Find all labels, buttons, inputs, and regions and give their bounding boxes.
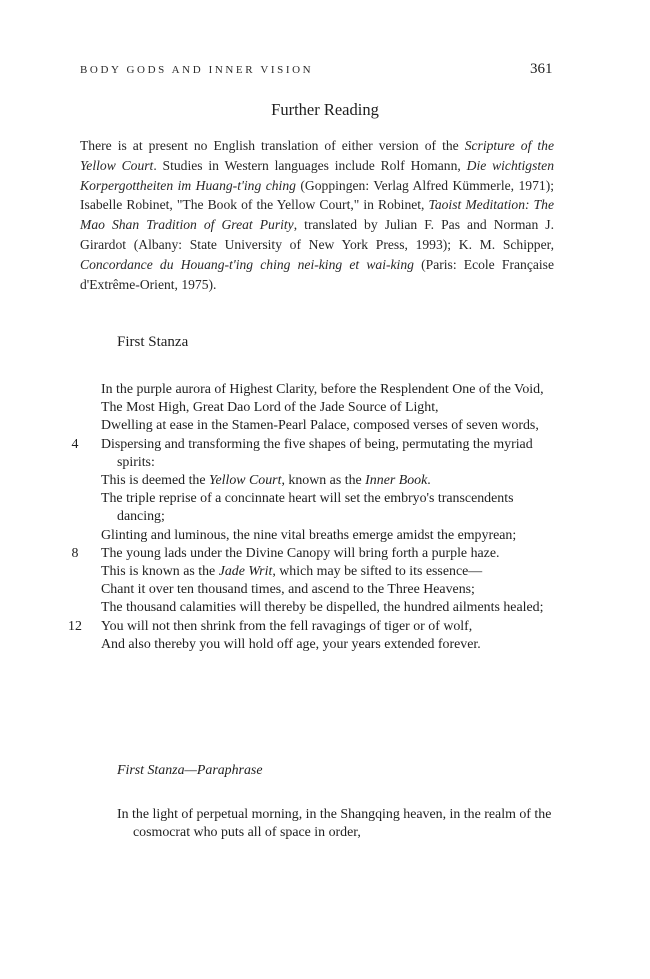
- line-text: [90, 636, 560, 654]
- text-segment: .: [427, 473, 431, 489]
- line-text: [90, 436, 560, 472]
- text-segment: The young lads under the Divine Canopy will bring forth a purple haze.: [101, 545, 500, 561]
- italic-title: Die wichtigsten Korpergottheiten im Huang-t'ing ching: [80, 157, 554, 193]
- poem-line: [60, 490, 560, 526]
- poem-line: [60, 399, 560, 417]
- line-text: [90, 381, 560, 399]
- poem-line: [60, 636, 560, 654]
- poem-line: [60, 417, 560, 435]
- text-segment: Chant it over ten thousand times, and ascend to the Three Heavens;: [101, 582, 475, 598]
- text-segment: In the purple aurora of Highest Clarity, before the Resplendent One of the Void,: [101, 382, 544, 397]
- text-segment: And also thereby you will hold off age, your years extended forever.: [101, 636, 481, 652]
- further-reading-title: Further Reading: [271, 100, 379, 119]
- text-segment: The triple reprise of a concinnate heart will set the embryo's transcendents dancing;: [101, 491, 514, 525]
- text-segment: This is deemed the: [101, 473, 210, 489]
- line-text: [90, 399, 560, 417]
- text-segment: The thousand calamities will thereby be dispelled, the hundred ailments healed;: [101, 600, 544, 616]
- poem-line: [60, 563, 560, 581]
- poem-line: [60, 581, 560, 599]
- poem-line: [60, 527, 560, 545]
- poem-line: [60, 618, 560, 636]
- line-number: 4: [71, 436, 79, 452]
- running-head: BODY GODS AND INNER VISION: [80, 64, 314, 76]
- line-number: [60, 599, 90, 617]
- page-number: 361: [530, 61, 553, 77]
- paraphrase-paragraph: In the light of perpetual morning, in the Shangqing heaven, in the realm of the cosmocrat who puts all of space in order,: [117, 807, 552, 841]
- line-number: [60, 563, 90, 581]
- text-segment: Dispersing and transforming the five shapes of being, permutating the myriad spirits:: [101, 436, 533, 470]
- poem-lines: [60, 381, 560, 654]
- line-number: [60, 581, 90, 599]
- text-segment: Glinting and luminous, the nine vital breaths emerge amidst the empyrean;: [101, 527, 517, 543]
- line-text: [90, 599, 560, 617]
- line-number: 8: [71, 545, 79, 561]
- line-number: [60, 527, 90, 545]
- poem-line: [60, 472, 560, 490]
- line-number: [60, 417, 90, 435]
- italic-title: Jade Writ: [218, 564, 273, 580]
- line-text: [90, 618, 560, 636]
- poem-line: [60, 545, 560, 563]
- italic-title: Scripture of the Yellow Court: [80, 138, 554, 173]
- line-number: [60, 381, 90, 399]
- text-segment: Dwelling at ease in the Stamen-Pearl Palace, composed verses of seven words,: [101, 418, 539, 434]
- text-segment: There is at present no English translation of either version of the: [80, 138, 465, 153]
- line-number: [60, 490, 90, 526]
- line-text: [90, 472, 560, 490]
- italic-title: Taoist Meditation: The Mao Shan Tradition of Great Purity: [80, 197, 554, 233]
- text-segment: This is known as the: [101, 564, 219, 580]
- poem-line: [60, 381, 560, 399]
- line-text: [90, 563, 560, 581]
- italic-title: Inner Book: [365, 473, 428, 489]
- line-text: [90, 545, 560, 563]
- text-segment: (Goppingen: Verlag Alfred Kümmerle, 1971); Isabelle Robinet, "The Book of the Yellow Court," in Robinet,: [80, 177, 554, 213]
- line-number: [60, 399, 90, 417]
- stanza-heading: First Stanza: [117, 334, 189, 350]
- paraphrase-heading: First Stanza—Paraphrase: [117, 763, 263, 778]
- text-segment: , which may be sifted to its essence—: [272, 564, 483, 580]
- line-number: [60, 472, 90, 490]
- text-segment: , translated by Julian F. Pas and Norman J. Girardot (Albany: State University of New York Press, 1993); K. M. Schipper,: [80, 217, 554, 252]
- line-number: [60, 636, 90, 654]
- text-segment: , known as the: [281, 473, 366, 489]
- text-segment: (Paris: Ecole Française d'Extrême-Orient, 1975).: [80, 256, 554, 292]
- italic-title: Yellow Court: [209, 473, 282, 489]
- text-segment: You will not then shrink from the fell ravagings of tiger or of wolf,: [101, 618, 473, 634]
- poem-line: [60, 436, 560, 472]
- poem-line: [60, 599, 560, 617]
- line-text: [90, 527, 560, 545]
- text-segment: . Studies in Western languages include Rolf Homann,: [153, 157, 467, 173]
- further-reading-paragraph: [80, 136, 554, 294]
- text-segment: The Most High, Great Dao Lord of the Jade Source of Light,: [101, 400, 439, 416]
- line-text: [90, 490, 560, 526]
- line-text: [90, 417, 560, 435]
- line-number: 12: [68, 618, 82, 634]
- italic-title: Concordance du Houang-t'ing ching nei-king et wai-king: [80, 256, 414, 272]
- line-text: [90, 581, 560, 599]
